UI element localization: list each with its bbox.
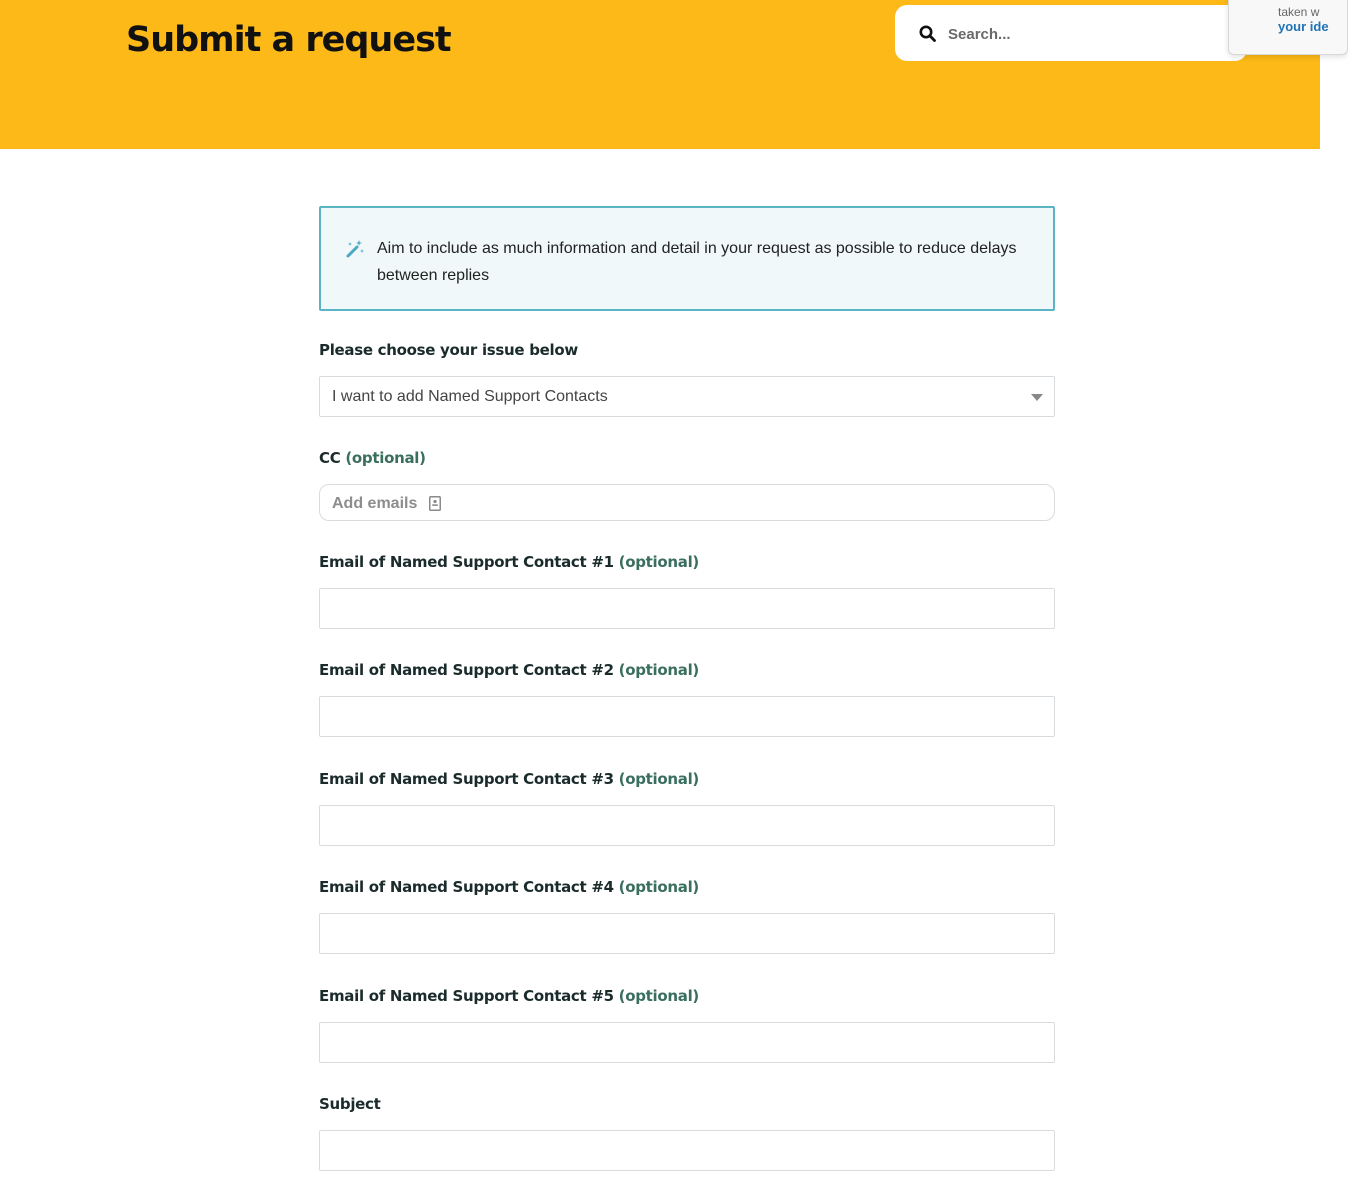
search-box[interactable] — [895, 5, 1247, 61]
contact-card-icon[interactable] — [429, 496, 441, 511]
subject-label — [319, 1095, 381, 1113]
contact-2-optional-tag: (optional) — [618, 661, 699, 679]
contact-5-optional-tag: (optional) — [618, 987, 699, 1005]
cc-label-text: CC — [319, 449, 341, 467]
contact-1-optional-tag: (optional) — [618, 553, 699, 571]
contact-3-optional-tag: (optional) — [618, 770, 699, 788]
contact-3-label-text: Email of Named Support Contact #3 — [319, 770, 614, 788]
popup-text: taken w — [1278, 5, 1320, 19]
contact-1-label — [319, 553, 699, 571]
header-banner — [0, 0, 1320, 149]
contact-3-label — [319, 770, 699, 788]
cc-optional-tag: (optional) — [345, 449, 426, 467]
contact-2-label — [319, 661, 699, 679]
subject-input[interactable] — [319, 1130, 1055, 1171]
info-notice — [319, 206, 1055, 311]
contact-4-label-text: Email of Named Support Contact #4 — [319, 878, 614, 896]
contact-5-email-input[interactable] — [319, 1022, 1055, 1063]
contact-1-label-text: Email of Named Support Contact #1 — [319, 553, 614, 571]
corner-popup[interactable] — [1228, 0, 1348, 55]
contact-4-optional-tag: (optional) — [618, 878, 699, 896]
contact-3-email-input[interactable] — [319, 805, 1055, 846]
search-input[interactable] — [946, 21, 1230, 47]
contact-2-email-input[interactable] — [319, 696, 1055, 737]
cc-email-input[interactable] — [330, 492, 424, 516]
issue-select-value: I want to add Named Support Contacts — [332, 388, 608, 405]
popup-link[interactable]: your ide — [1278, 19, 1329, 34]
chevron-down-icon — [1031, 394, 1043, 401]
search-icon — [919, 25, 936, 42]
issue-label-text: Please choose your issue below — [319, 341, 578, 359]
contact-1-email-input[interactable] — [319, 588, 1055, 629]
contact-4-email-input[interactable] — [319, 913, 1055, 954]
contact-2-label-text: Email of Named Support Contact #2 — [319, 661, 614, 679]
contact-5-label — [319, 987, 699, 1005]
page-title: Submit a request — [126, 20, 451, 60]
issue-select[interactable] — [319, 376, 1055, 417]
cc-label — [319, 449, 426, 467]
magic-wand-icon — [345, 239, 365, 259]
contact-4-label — [319, 878, 699, 896]
subject-label-text: Subject — [319, 1095, 381, 1113]
notice-text: Aim to include as much information and detail in your request as possible to reduce delays between replies — [377, 240, 1017, 284]
contact-5-label-text: Email of Named Support Contact #5 — [319, 987, 614, 1005]
issue-label — [319, 341, 578, 359]
cc-field[interactable] — [319, 484, 1055, 521]
